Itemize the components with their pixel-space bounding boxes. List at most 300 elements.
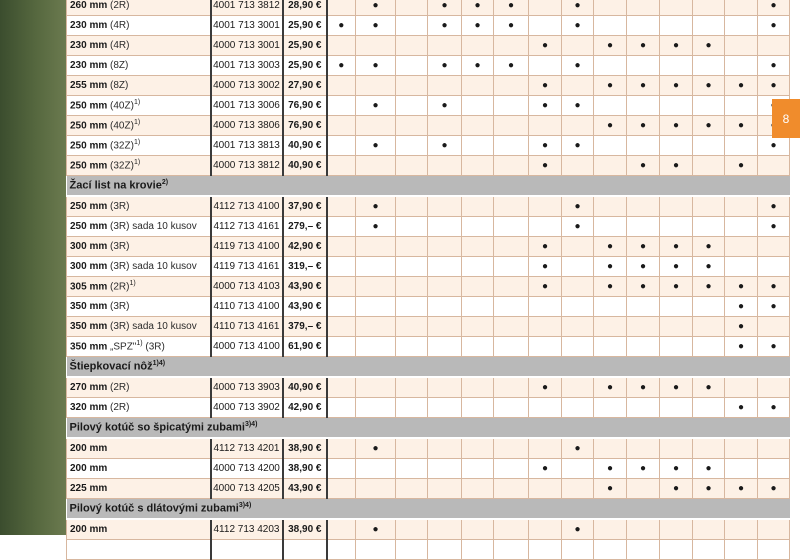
compatibility-cell [529, 257, 562, 277]
order-number: 4000 713 4100 [211, 337, 283, 357]
compatibility-cell [428, 377, 462, 398]
compatibility-cell [594, 237, 627, 257]
product-size: 250 mm [70, 100, 108, 112]
compatibility-cell [327, 116, 356, 136]
compatibility-cell [693, 277, 725, 297]
compatibility-cell [529, 459, 562, 479]
footnote-ref: 1) [129, 280, 136, 288]
price: 38,90 € [283, 459, 327, 479]
compatibility-cell [627, 237, 660, 257]
order-number: 4112 713 4100 [211, 196, 283, 217]
compatibility-cell [327, 277, 356, 297]
compatibility-cell [428, 337, 462, 357]
compatibility-cell [494, 156, 529, 176]
price: 43,90 € [283, 297, 327, 317]
compatibility-cell [725, 156, 758, 176]
compatibility-cell [494, 377, 529, 398]
compatibility-cell [327, 317, 356, 337]
compatible-dot-icon: ● [639, 160, 647, 171]
product-name-cell [67, 136, 211, 156]
compatible-dot-icon: ● [705, 382, 712, 393]
compatibility-cell [494, 257, 529, 277]
order-number: 4112 713 4161 [211, 217, 283, 237]
compatible-dot-icon: ● [372, 443, 379, 454]
product-spec: (3R) sada 10 kusov [110, 261, 197, 272]
compatibility-cell [562, 16, 594, 36]
compatibility-cell [462, 237, 494, 257]
compatibility-cell [396, 257, 428, 277]
product-spec: (3R) [110, 301, 130, 312]
compatibility-cell [356, 459, 396, 479]
compatibility-cell [428, 237, 462, 257]
order-number: 4000 713 3001 [211, 36, 283, 56]
order-number: 4110 713 4100 [211, 297, 283, 317]
compatibility-cell [758, 459, 790, 479]
compatibility-cell [494, 116, 529, 136]
compatibility-cell [562, 257, 594, 277]
compatibility-cell [562, 96, 594, 116]
compatibility-cell [758, 540, 790, 560]
product-size: 225 mm [70, 483, 108, 494]
table-row [67, 519, 790, 540]
compatibility-cell [725, 56, 758, 76]
compatibility-cell [693, 377, 725, 398]
order-number: 4112 713 4203 [211, 519, 283, 540]
order-number: 4000 713 3002 [211, 76, 283, 96]
compatibility-cell [428, 56, 462, 76]
compatibility-cell [594, 317, 627, 337]
product-spec: (32Z) [110, 160, 134, 172]
price [283, 540, 327, 560]
compatibility-cell [327, 237, 356, 257]
compatibility-cell [725, 277, 758, 297]
product-size: 255 mm [70, 80, 108, 91]
compatibility-cell [356, 116, 396, 136]
compatibility-cell [529, 237, 562, 257]
order-number: 4001 713 3006 [211, 96, 283, 116]
order-number: 4000 713 4103 [211, 277, 283, 297]
compatibility-cell [428, 519, 462, 540]
compatibility-cell [529, 377, 562, 398]
compatibility-cell [693, 36, 725, 56]
table-row [67, 377, 790, 398]
compatible-dot-icon: ● [372, 20, 379, 31]
compatibility-cell [594, 438, 627, 459]
product-name-cell [67, 237, 211, 257]
product-name-cell [67, 317, 211, 337]
compatibility-cell [529, 196, 562, 217]
section-title: Pilový kotúč s dlátovými zubami [69, 502, 239, 515]
compatibility-cell [494, 519, 529, 540]
compatibility-cell [428, 136, 462, 156]
compatibility-cell [594, 479, 627, 499]
compatibility-cell [462, 479, 494, 499]
product-spec: (2R) [110, 402, 130, 413]
compatibility-cell [594, 217, 627, 237]
compatible-dot-icon: ● [507, 0, 515, 11]
product-spec: (3R) [110, 201, 130, 212]
compatibility-cell [693, 479, 725, 499]
compatibility-cell [627, 36, 660, 56]
order-number: 4000 713 3812 [211, 156, 283, 176]
compatible-dot-icon: ● [441, 20, 448, 31]
section-footnote-ref: 2) [161, 179, 169, 187]
compatibility-cell [396, 398, 428, 418]
product-spec: (2R) [110, 281, 130, 293]
compatibility-cell [494, 16, 529, 36]
price: 28,90 € [283, 0, 327, 16]
compatibility-cell [562, 377, 594, 398]
compatibility-cell [396, 217, 428, 237]
compatible-dot-icon: ● [372, 140, 379, 151]
section-footnote-ref: 1)4) [152, 360, 166, 368]
compatibility-cell [627, 156, 660, 176]
compatibility-cell [693, 459, 725, 479]
compatibility-cell [494, 297, 529, 317]
compatibility-cell [758, 16, 790, 36]
product-name-cell [67, 196, 211, 217]
price: 42,90 € [283, 398, 327, 418]
compatibility-cell [627, 540, 660, 560]
compatibility-cell [462, 257, 494, 277]
table-row [67, 56, 790, 76]
compatibility-cell [327, 156, 356, 176]
compatibility-cell [693, 337, 725, 357]
compatibility-cell [428, 217, 462, 237]
compatibility-cell [693, 317, 725, 337]
compatibility-cell [627, 377, 660, 398]
compatibility-cell [594, 156, 627, 176]
compatible-dot-icon: ● [574, 201, 581, 212]
compatibility-cell [462, 56, 494, 76]
compatibility-cell [529, 277, 562, 297]
price: 43,90 € [283, 277, 327, 297]
compatibility-cell [462, 540, 494, 560]
product-size: 250 mm [70, 160, 108, 172]
product-size: 260 mm [70, 0, 108, 11]
compatibility-cell [758, 479, 790, 499]
compatibility-cell [494, 277, 529, 297]
compatible-dot-icon: ● [672, 463, 680, 474]
product-name-cell [67, 459, 211, 479]
compatibility-cell [396, 237, 428, 257]
compatibility-cell [660, 519, 693, 540]
compatibility-cell [327, 337, 356, 357]
compatibility-cell [356, 156, 396, 176]
section-title: Štiepkovací nôž [69, 360, 153, 373]
product-name-cell [67, 277, 211, 297]
compatible-dot-icon: ● [541, 140, 549, 151]
compatibility-cell [627, 337, 660, 357]
compatibility-cell [693, 257, 725, 277]
compatible-dot-icon: ● [672, 382, 680, 393]
compatibility-cell [693, 116, 725, 136]
compatibility-cell [327, 377, 356, 398]
table-row [67, 479, 790, 499]
compatible-dot-icon: ● [705, 40, 712, 51]
compatibility-cell [725, 16, 758, 36]
compatible-dot-icon: ● [606, 463, 614, 474]
compatibility-cell [627, 257, 660, 277]
compatible-dot-icon: ● [770, 341, 777, 352]
table-row [67, 136, 790, 156]
compatibility-cell [529, 438, 562, 459]
compatibility-cell [758, 36, 790, 56]
compatibility-cell [494, 398, 529, 418]
compatibility-cell [562, 317, 594, 337]
compatible-dot-icon: ● [606, 261, 614, 272]
compatibility-cell [327, 519, 356, 540]
compatibility-cell [428, 116, 462, 136]
compatibility-cell [356, 237, 396, 257]
compatible-dot-icon: ● [705, 241, 712, 252]
compatible-dot-icon: ● [338, 20, 345, 31]
compatibility-cell [660, 156, 693, 176]
compatibility-cell [594, 0, 627, 16]
compatibility-cell [693, 398, 725, 418]
compatibility-cell [725, 398, 758, 418]
compatibility-cell [562, 217, 594, 237]
compatible-dot-icon: ● [507, 20, 515, 31]
order-number: 4001 713 3003 [211, 56, 283, 76]
compatibility-cell [327, 459, 356, 479]
compatibility-cell [529, 56, 562, 76]
compatibility-cell [356, 217, 396, 237]
compatibility-cell [758, 377, 790, 398]
compatible-dot-icon: ● [770, 80, 777, 91]
compatibility-cell [594, 36, 627, 56]
compatible-dot-icon: ● [705, 281, 712, 292]
compatibility-cell [428, 0, 462, 16]
compatibility-cell [660, 76, 693, 96]
compatibility-cell [758, 297, 790, 317]
compatibility-cell [594, 136, 627, 156]
compatible-dot-icon: ● [441, 140, 448, 151]
compatibility-cell [594, 96, 627, 116]
compatible-dot-icon: ● [737, 120, 745, 131]
compatibility-cell [594, 76, 627, 96]
product-spec: (2R) [110, 382, 130, 393]
compatible-dot-icon: ● [574, 60, 581, 71]
compatible-dot-icon: ● [372, 201, 379, 212]
compatibility-cell [627, 438, 660, 459]
order-number: 4110 713 4161 [211, 317, 283, 337]
compatibility-cell [758, 277, 790, 297]
compatibility-cell [356, 479, 396, 499]
compatible-dot-icon: ● [372, 100, 379, 111]
compatible-dot-icon: ● [372, 60, 379, 71]
compatibility-cell [462, 217, 494, 237]
compatible-dot-icon: ● [474, 0, 481, 11]
compatible-dot-icon: ● [705, 483, 712, 494]
compatibility-cell [462, 438, 494, 459]
compatibility-cell [627, 0, 660, 16]
compatibility-cell [660, 257, 693, 277]
compatible-dot-icon: ● [672, 281, 680, 292]
compatibility-cell [693, 76, 725, 96]
compatible-dot-icon: ● [672, 261, 680, 272]
compatibility-cell [725, 317, 758, 337]
compatibility-cell [327, 0, 356, 16]
price: 76,90 € [283, 116, 327, 136]
product-size: 250 mm [70, 221, 108, 232]
order-number: 4112 713 4201 [211, 438, 283, 459]
table-row [67, 540, 790, 560]
compatibility-cell [529, 519, 562, 540]
compatibility-cell [758, 76, 790, 96]
compatibility-cell [562, 237, 594, 257]
compatible-dot-icon: ● [737, 80, 745, 91]
compatibility-cell [494, 136, 529, 156]
compatible-dot-icon: ● [574, 443, 581, 454]
compatibility-cell [627, 519, 660, 540]
compatibility-cell [693, 237, 725, 257]
price: 76,90 € [283, 96, 327, 116]
compatibility-cell [758, 398, 790, 418]
compatible-dot-icon: ● [338, 60, 345, 71]
product-size: 230 mm [70, 20, 108, 31]
compatibility-cell [627, 317, 660, 337]
compatibility-cell [396, 540, 428, 560]
compatibility-cell [725, 96, 758, 116]
compatibility-cell [725, 257, 758, 277]
compatibility-cell [462, 136, 494, 156]
product-size: 350 mm [70, 301, 108, 312]
product-name-cell [67, 297, 211, 317]
price: 61,90 € [283, 337, 327, 357]
compatibility-cell [529, 16, 562, 36]
compatibility-cell [758, 196, 790, 217]
compatible-dot-icon: ● [541, 80, 549, 91]
product-name-cell [67, 438, 211, 459]
compatibility-cell [660, 36, 693, 56]
compatibility-cell [758, 317, 790, 337]
compatible-dot-icon: ● [770, 20, 777, 31]
compatibility-cell [494, 217, 529, 237]
compatible-dot-icon: ● [441, 100, 448, 111]
compatibility-cell [627, 116, 660, 136]
compatibility-cell [494, 196, 529, 217]
table-row [67, 196, 790, 217]
compatibility-cell [356, 0, 396, 16]
compatibility-cell [356, 438, 396, 459]
compatible-dot-icon: ● [639, 463, 647, 474]
compatibility-cell [462, 377, 494, 398]
compatibility-cell [660, 0, 693, 16]
compatibility-cell [428, 156, 462, 176]
compatible-dot-icon: ● [441, 60, 448, 71]
compatibility-cell [494, 540, 529, 560]
table-row [67, 257, 790, 277]
compatible-dot-icon: ● [672, 80, 680, 91]
product-size: 250 mm [70, 140, 108, 152]
compatibility-cell [693, 16, 725, 36]
compatibility-cell [494, 56, 529, 76]
left-photo-strip [0, 0, 66, 535]
compatibility-cell [396, 277, 428, 297]
compatibility-cell [494, 96, 529, 116]
compatibility-cell [529, 136, 562, 156]
price: 43,90 € [283, 479, 327, 499]
compatibility-cell [396, 337, 428, 357]
compatible-dot-icon: ● [770, 281, 777, 292]
table-row [67, 76, 790, 96]
compatibility-cell [562, 519, 594, 540]
compatibility-cell [327, 257, 356, 277]
compatibility-cell [356, 337, 396, 357]
compatibility-cell [660, 277, 693, 297]
compatibility-cell [693, 0, 725, 16]
compatible-dot-icon: ● [770, 0, 777, 11]
compatibility-cell [428, 479, 462, 499]
order-number: 4001 713 3812 [211, 0, 283, 16]
compatibility-cell [428, 438, 462, 459]
product-size: 200 mm [70, 443, 108, 454]
order-number: 4001 713 3813 [211, 136, 283, 156]
compatibility-cell [562, 136, 594, 156]
compatibility-cell [494, 237, 529, 257]
compatibility-cell [396, 377, 428, 398]
compatible-dot-icon: ● [672, 241, 680, 252]
product-spec: (4R) [110, 20, 130, 31]
compatibility-cell [529, 116, 562, 136]
compatibility-cell [529, 36, 562, 56]
compatibility-cell [356, 540, 396, 560]
footnote-ref: 1) [136, 340, 143, 348]
product-name-cell [67, 337, 211, 357]
compatibility-cell [396, 156, 428, 176]
compatibility-cell [693, 56, 725, 76]
footnote-ref: 1) [133, 159, 141, 167]
product-size: 350 mm [70, 341, 108, 353]
product-name-cell [67, 96, 211, 116]
compatibility-cell [594, 519, 627, 540]
page-number-tab: 8 [772, 99, 800, 138]
order-number [211, 540, 283, 560]
compatibility-cell [462, 116, 494, 136]
compatibility-cell [594, 459, 627, 479]
compatibility-cell [327, 479, 356, 499]
compatibility-cell [594, 257, 627, 277]
product-table [66, 0, 790, 560]
compatibility-cell [627, 297, 660, 317]
compatibility-cell [693, 217, 725, 237]
compatible-dot-icon: ● [574, 100, 581, 111]
section-header [67, 357, 790, 378]
compatible-dot-icon: ● [606, 382, 614, 393]
price: 40,90 € [283, 156, 327, 176]
compatible-dot-icon: ● [672, 483, 680, 494]
compatibility-cell [758, 136, 790, 156]
compatible-dot-icon: ● [737, 341, 745, 352]
compatibility-cell [529, 479, 562, 499]
compatible-dot-icon: ● [639, 281, 647, 292]
compatible-dot-icon: ● [639, 120, 647, 131]
compatibility-cell [562, 56, 594, 76]
compatibility-cell [529, 297, 562, 317]
compatible-dot-icon: ● [574, 140, 581, 151]
compatibility-cell [693, 297, 725, 317]
compatibility-cell [529, 76, 562, 96]
table-row [67, 0, 790, 16]
compatible-dot-icon: ● [606, 241, 614, 252]
order-number: 4000 713 3903 [211, 377, 283, 398]
compatibility-cell [725, 337, 758, 357]
table-row [67, 398, 790, 418]
product-name-cell [67, 36, 211, 56]
product-spec: (8Z) [110, 60, 129, 71]
compatibility-cell [396, 116, 428, 136]
